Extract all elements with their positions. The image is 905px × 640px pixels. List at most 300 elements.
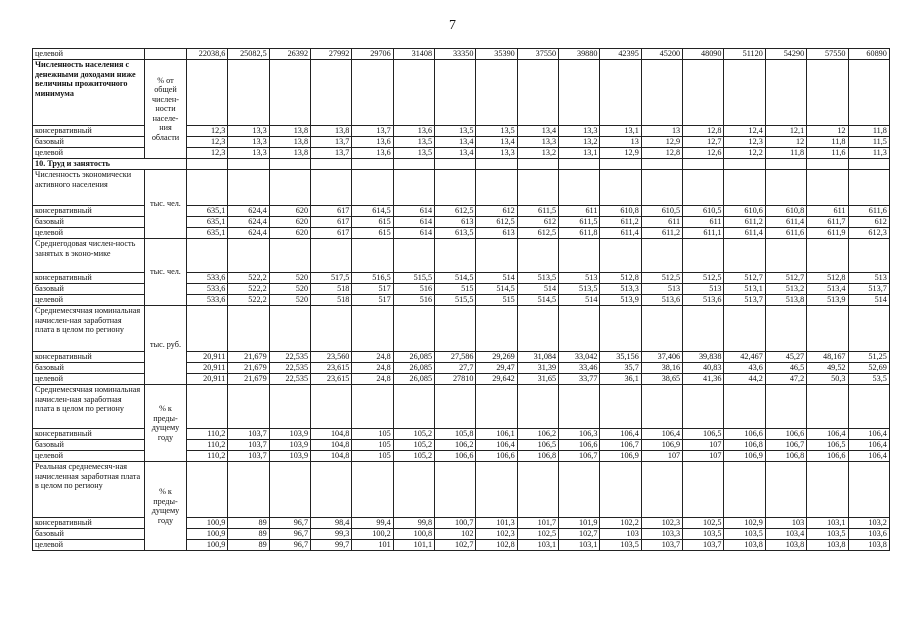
table-cell [517,306,558,352]
value-cell: 513 [848,273,889,284]
value-cell: 514 [848,295,889,306]
value-cell: 102,9 [724,518,765,529]
scenario-label: целевой [33,148,145,159]
value-cell: 610,5 [683,206,724,217]
value-cell: 31,39 [517,363,558,374]
value-cell: 13,3 [228,137,269,148]
unit-cell: тыс. чел. [145,239,187,306]
value-cell: 105 [352,451,393,462]
value-cell: 105,2 [393,451,434,462]
value-cell: 13,1 [600,126,641,137]
value-cell: 514 [559,295,600,306]
value-cell: 106,4 [600,429,641,440]
table-cell [683,462,724,518]
table-cell [807,462,848,518]
value-cell: 620 [269,217,310,228]
table-cell [187,60,228,126]
value-cell: 614 [393,228,434,239]
value-cell: 620 [269,206,310,217]
scenario-label: целевой [33,374,145,385]
value-cell: 106,9 [600,451,641,462]
value-cell: 101,1 [393,540,434,551]
table-cell [724,462,765,518]
value-cell: 611,2 [641,228,682,239]
table-cell [352,239,393,273]
value-cell: 12,7 [683,137,724,148]
table-cell [641,462,682,518]
value-cell: 611,2 [724,217,765,228]
table-cell [435,170,476,206]
value-cell: 38,65 [641,374,682,385]
table-cell [187,385,228,429]
value-cell: 21,679 [228,374,269,385]
value-cell: 48090 [683,49,724,60]
value-cell: 35,156 [600,352,641,363]
value-cell: 611,1 [683,228,724,239]
value-cell: 23,615 [311,374,352,385]
value-cell: 513 [683,284,724,295]
value-cell: 106,4 [641,429,682,440]
value-cell: 11,8 [765,148,806,159]
table-cell [517,385,558,429]
table-cell [848,159,889,170]
table-cell [517,60,558,126]
value-cell: 106,8 [724,440,765,451]
value-cell: 522,2 [228,273,269,284]
value-cell: 110,2 [187,440,228,451]
value-cell: 20,911 [187,374,228,385]
scenario-label: базовый [33,284,145,295]
value-cell: 37550 [517,49,558,60]
scenario-label: базовый [33,137,145,148]
value-cell: 100,7 [435,518,476,529]
value-cell: 103,8 [765,540,806,551]
indicator-label: Среднемесячная номинальная начислен-ная заработная плата в целом по региону [33,385,145,429]
table-cell [683,385,724,429]
table-cell [476,60,517,126]
unit-cell: % к преды-дущему году [145,385,187,462]
table-row [33,170,890,206]
table-cell [269,60,310,126]
table-cell [724,239,765,273]
value-cell: 22,535 [269,374,310,385]
value-cell: 106,6 [435,451,476,462]
value-cell: 617 [311,228,352,239]
table-cell [848,60,889,126]
value-cell: 106,6 [765,429,806,440]
table-row [33,60,890,126]
value-cell: 533,6 [187,284,228,295]
table-cell [724,385,765,429]
value-cell: 13,8 [269,148,310,159]
value-cell: 13,6 [352,148,393,159]
value-cell: 96,7 [269,518,310,529]
table-cell [517,239,558,273]
table-cell [517,159,558,170]
value-cell: 613 [476,228,517,239]
table-cell [352,385,393,429]
value-cell: 611,7 [807,217,848,228]
value-cell: 103,7 [228,429,269,440]
value-cell: 518 [311,295,352,306]
value-cell: 13,5 [393,137,434,148]
table-cell [435,239,476,273]
value-cell: 11,8 [807,137,848,148]
value-cell: 12,9 [641,137,682,148]
table-cell [311,170,352,206]
value-cell: 103,7 [641,540,682,551]
table-row [33,306,890,352]
table-cell [269,159,310,170]
table-cell [269,239,310,273]
table-cell [724,170,765,206]
value-cell: 611 [641,217,682,228]
value-cell: 624,4 [228,206,269,217]
value-cell: 513,7 [848,284,889,295]
table-cell [559,239,600,273]
table-cell [848,462,889,518]
table-cell [476,239,517,273]
value-cell: 610,8 [765,206,806,217]
value-cell: 60890 [848,49,889,60]
value-cell: 611,6 [765,228,806,239]
table-row [33,239,890,273]
value-cell: 44,2 [724,374,765,385]
table-cell [559,170,600,206]
table-cell [683,170,724,206]
unit-cell: тыс. руб. [145,306,187,385]
value-cell: 611,4 [600,228,641,239]
value-cell: 512,8 [600,273,641,284]
table-cell [765,159,806,170]
value-cell: 617 [311,217,352,228]
table-cell [435,462,476,518]
value-cell: 517 [352,295,393,306]
table-cell [393,60,434,126]
value-cell: 101 [352,540,393,551]
value-cell: 13,5 [435,126,476,137]
table-cell [765,306,806,352]
value-cell: 102 [435,529,476,540]
value-cell: 42,467 [724,352,765,363]
value-cell: 27810 [435,374,476,385]
table-cell [807,385,848,429]
section-title: 10. Труд и занятость [33,159,187,170]
value-cell: 99,7 [311,540,352,551]
value-cell: 105,2 [393,429,434,440]
table-cell [187,170,228,206]
value-cell: 106,9 [641,440,682,451]
scenario-label: целевой [33,451,145,462]
scenario-label: целевой [33,540,145,551]
value-cell: 110,2 [187,451,228,462]
value-cell: 33350 [435,49,476,60]
value-cell: 102,7 [435,540,476,551]
value-cell: 13,3 [517,137,558,148]
value-cell: 103,9 [269,440,310,451]
table-cell [807,170,848,206]
value-cell: 22,535 [269,363,310,374]
table-cell [807,239,848,273]
value-cell: 12,8 [641,148,682,159]
table-cell [807,159,848,170]
value-cell: 610,6 [724,206,765,217]
table-cell [311,60,352,126]
value-cell: 106,6 [807,451,848,462]
value-cell: 13,1 [559,148,600,159]
value-cell: 613 [435,217,476,228]
value-cell: 51120 [724,49,765,60]
table-cell [269,306,310,352]
unit-cell: % от общей числен-ности населе-ния области [145,60,187,159]
table-cell [724,306,765,352]
value-cell: 101,9 [559,518,600,529]
value-cell: 43,6 [724,363,765,374]
value-cell: 13,3 [559,126,600,137]
value-cell: 99,3 [311,529,352,540]
value-cell: 20,911 [187,363,228,374]
value-cell: 110,2 [187,429,228,440]
value-cell: 35390 [476,49,517,60]
table-cell [228,239,269,273]
value-cell: 517 [352,284,393,295]
value-cell: 611,8 [559,228,600,239]
value-cell: 48,167 [807,352,848,363]
table-cell [311,462,352,518]
table-cell [352,462,393,518]
table-cell [848,306,889,352]
table-row [33,49,890,60]
value-cell: 12,3 [187,148,228,159]
value-cell: 612 [848,217,889,228]
value-cell: 520 [269,284,310,295]
value-cell: 13,7 [311,137,352,148]
value-cell: 103,2 [848,518,889,529]
table-cell [724,60,765,126]
value-cell: 107 [683,451,724,462]
value-cell: 514,5 [517,295,558,306]
value-cell: 103,7 [228,440,269,451]
forecast-table [32,48,890,551]
value-cell: 612 [476,206,517,217]
unit-cell: тыс. чел. [145,170,187,239]
value-cell: 513,6 [683,295,724,306]
value-cell: 57550 [807,49,848,60]
value-cell: 106,3 [559,429,600,440]
table-cell [848,239,889,273]
value-cell: 611,4 [724,228,765,239]
value-cell: 514 [517,284,558,295]
value-cell: 522,2 [228,284,269,295]
value-cell: 624,4 [228,228,269,239]
value-cell: 13,3 [228,126,269,137]
value-cell: 22038,6 [187,49,228,60]
value-cell: 35,7 [600,363,641,374]
value-cell: 102,3 [476,529,517,540]
value-cell: 106,6 [559,440,600,451]
value-cell: 513,6 [641,295,682,306]
table-cell [393,462,434,518]
value-cell: 12,1 [765,126,806,137]
table-cell [352,170,393,206]
value-cell: 33,46 [559,363,600,374]
value-cell: 103,7 [228,451,269,462]
value-cell: 107 [683,440,724,451]
value-cell: 36,1 [600,374,641,385]
value-cell: 106,7 [765,440,806,451]
value-cell: 13,8 [311,126,352,137]
value-cell: 512,5 [683,273,724,284]
value-cell: 27992 [311,49,352,60]
value-cell: 13,5 [393,148,434,159]
value-cell: 27,586 [435,352,476,363]
value-cell: 33,042 [559,352,600,363]
value-cell: 620 [269,228,310,239]
value-cell: 103,3 [641,529,682,540]
value-cell: 13,3 [476,148,517,159]
value-cell: 611,5 [517,206,558,217]
table-cell [765,239,806,273]
value-cell: 21,679 [228,363,269,374]
value-cell: 39,838 [683,352,724,363]
table-cell [600,385,641,429]
scenario-label: базовый [33,363,145,374]
value-cell: 99,4 [352,518,393,529]
table-cell [600,60,641,126]
value-cell: 26392 [269,49,310,60]
value-cell: 106,4 [848,451,889,462]
value-cell: 24,8 [352,374,393,385]
value-cell: 11,8 [848,126,889,137]
unit-cell [145,49,187,60]
value-cell: 101,7 [517,518,558,529]
page-number: 7 [449,18,456,33]
value-cell: 103,7 [683,540,724,551]
value-cell: 104,8 [311,429,352,440]
table-cell [641,159,682,170]
value-cell: 12,8 [683,126,724,137]
value-cell: 512,7 [765,273,806,284]
value-cell: 50,3 [807,374,848,385]
value-cell: 54290 [765,49,806,60]
value-cell: 104,8 [311,451,352,462]
table-cell [435,385,476,429]
table-cell [476,159,517,170]
value-cell: 102,3 [641,518,682,529]
table-cell [476,385,517,429]
value-cell: 513,5 [559,284,600,295]
value-cell: 96,7 [269,529,310,540]
value-cell: 12,2 [724,148,765,159]
table-cell [187,306,228,352]
value-cell: 11,5 [848,137,889,148]
value-cell: 635,1 [187,217,228,228]
table-cell [393,306,434,352]
value-cell: 103,5 [600,540,641,551]
table-cell [435,60,476,126]
value-cell: 39880 [559,49,600,60]
value-cell: 635,1 [187,206,228,217]
value-cell: 53,5 [848,374,889,385]
indicator-label: Среднемесячная номинальная начислен-ная заработная плата в целом по региону [33,306,145,352]
scenario-label: консервативный [33,126,145,137]
table-cell [228,462,269,518]
value-cell: 51,25 [848,352,889,363]
value-cell: 516 [393,295,434,306]
table-cell [765,462,806,518]
table-row [33,462,890,518]
table-cell [187,159,228,170]
value-cell: 29,269 [476,352,517,363]
value-cell: 513 [559,273,600,284]
value-cell: 29,642 [476,374,517,385]
value-cell: 611 [559,206,600,217]
scenario-label: целевой [33,295,145,306]
value-cell: 612,5 [517,228,558,239]
value-cell: 105 [352,440,393,451]
value-cell: 29,47 [476,363,517,374]
value-cell: 24,8 [352,363,393,374]
table-cell [435,159,476,170]
value-cell: 106,4 [848,440,889,451]
table-cell [228,306,269,352]
value-cell: 515 [435,284,476,295]
value-cell: 106,5 [517,440,558,451]
value-cell: 106,4 [848,429,889,440]
value-cell: 13,7 [311,148,352,159]
value-cell: 12,3 [187,126,228,137]
value-cell: 12 [807,126,848,137]
table-cell [559,60,600,126]
table-cell [807,306,848,352]
value-cell: 89 [228,518,269,529]
value-cell: 96,7 [269,540,310,551]
table-cell [311,159,352,170]
table-cell [559,462,600,518]
value-cell: 46,5 [765,363,806,374]
value-cell: 29706 [352,49,393,60]
value-cell: 106,8 [517,451,558,462]
value-cell: 13,3 [228,148,269,159]
scenario-label: консервативный [33,352,145,363]
value-cell: 12 [765,137,806,148]
value-cell: 514 [476,273,517,284]
value-cell: 106,5 [807,440,848,451]
table-cell [393,170,434,206]
value-cell: 520 [269,273,310,284]
value-cell: 102,2 [600,518,641,529]
table-cell [600,170,641,206]
value-cell: 103,5 [724,529,765,540]
scenario-label: базовый [33,529,145,540]
table-cell [228,385,269,429]
table-cell [476,462,517,518]
table-cell [352,306,393,352]
table-cell [269,385,310,429]
value-cell: 45,27 [765,352,806,363]
value-cell: 102,8 [476,540,517,551]
value-cell: 12,9 [600,148,641,159]
table-cell [228,159,269,170]
value-cell: 37,406 [641,352,682,363]
value-cell: 533,6 [187,295,228,306]
value-cell: 12,3 [724,137,765,148]
value-cell: 102,7 [559,529,600,540]
value-cell: 106,7 [559,451,600,462]
value-cell: 42395 [600,49,641,60]
value-cell: 106,2 [517,429,558,440]
value-cell: 100,2 [352,529,393,540]
